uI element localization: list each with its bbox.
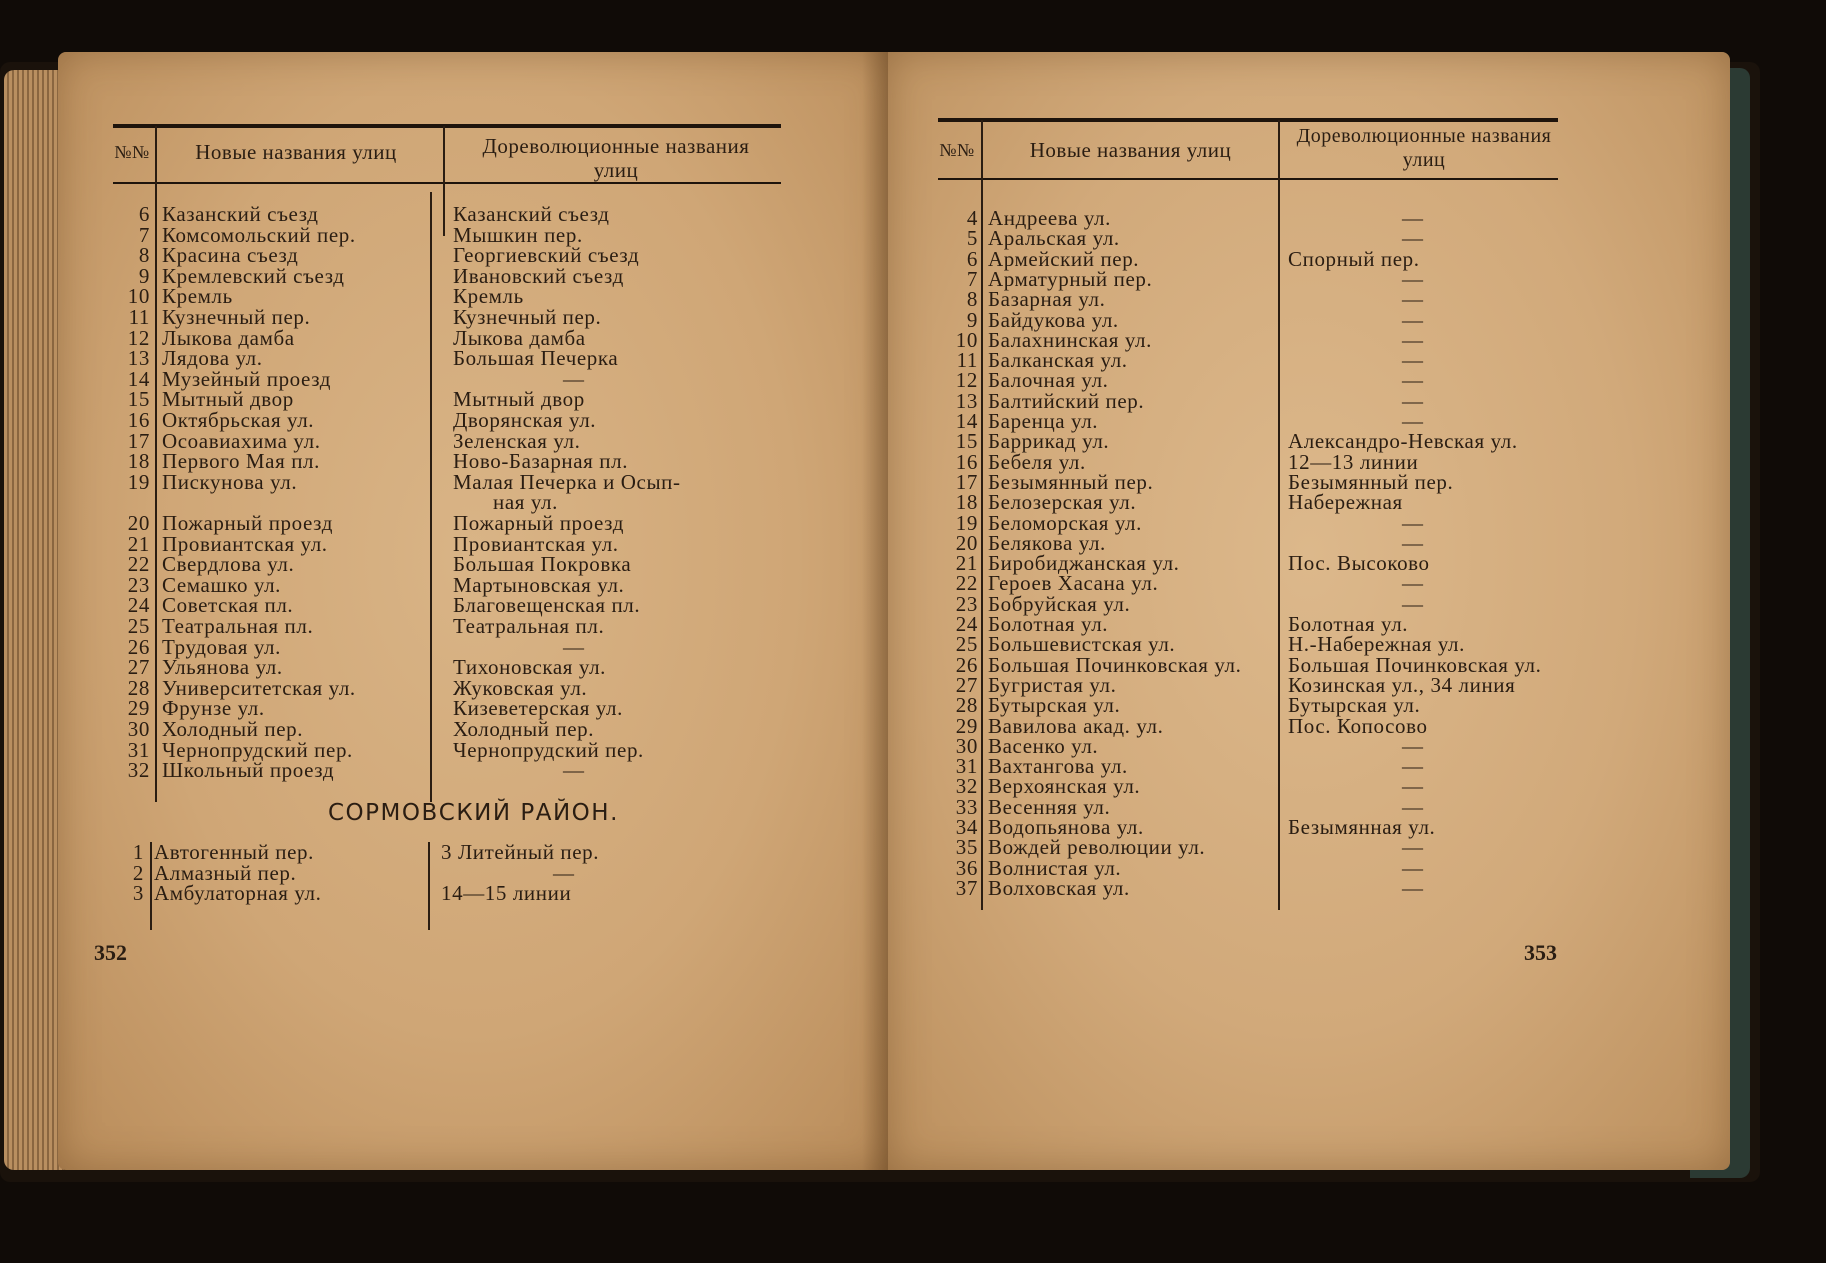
new-street-name: Автогенный пер. [154,840,314,864]
old-street-name: Безымянная ул. [1288,815,1436,839]
old-street-name-dash: — [563,634,585,659]
new-street-name: Аральская ул. [988,226,1120,251]
header-old-names-right [1280,124,1568,172]
new-street-name: Андреева ул. [988,206,1111,230]
row-number: 13 [127,346,150,371]
row-number: 6 [138,202,150,226]
new-street-name: Волнистая ул. [988,855,1122,880]
old-street-name: Мышкин пер. [453,222,583,247]
new-street-name: Вахтангова ул. [988,754,1128,779]
new-street-name: Фрунзе ул. [162,696,265,721]
left-page [58,52,888,1170]
page-number-left: 352 [94,940,127,965]
new-street-name: Баренца ул. [988,409,1099,433]
row-number: 27 [955,672,978,697]
row-number: 19 [127,469,150,494]
row-number: 15 [127,387,150,412]
old-street-name: Козинская ул., 34 линия [1288,672,1516,697]
old-street-name: 12—13 линии [1288,449,1419,474]
row-number: 22 [127,552,150,577]
old-street-name-dash: — [563,758,585,783]
old-street-name: Александро-Невская ул. [1288,429,1518,454]
old-street-name: Кремль [453,284,524,309]
old-street-name: Кузнечный пер. [453,305,602,329]
new-street-name: Вождей революции ул. [988,835,1206,860]
old-street-name: Бутырская ул. [1288,693,1421,718]
new-street-name: Казанский съезд [162,202,319,226]
new-street-name: Университетская ул. [162,675,356,700]
header-old-line2: улиц [593,158,639,182]
row-number: 8 [966,287,978,312]
row-number: 30 [127,717,150,741]
new-street-name: Бебеля ул. [988,449,1086,474]
old-street-name: Болотная ул. [1288,612,1409,636]
old-street-name: Дворянская ул. [453,408,597,432]
old-street-name: Театральная пл. [453,614,605,638]
old-street-name-dash: — [553,860,575,885]
new-street-name: Семашко ул. [162,572,282,597]
old-street-name: Холодный пер. [453,717,595,741]
row-number: 25 [955,632,978,657]
header-bottom-rule-right [938,178,1558,180]
header-new-names: Новые названия улиц [195,140,397,164]
new-street-name: Беломорская ул. [988,510,1142,535]
row-number: 31 [955,754,978,779]
row-number: 11 [956,348,978,373]
row-number: 17 [955,469,978,494]
row-number: 9 [138,263,150,288]
new-street-name: Свердлова ул. [162,552,295,577]
row-number: 29 [955,713,978,738]
new-street-name: Кремль [162,284,233,309]
row-number: 21 [127,531,150,556]
new-street-name: Лыкова дамба [162,325,295,350]
old-street-name: Н.-Набережная ул. [1288,632,1465,657]
row-number: 6 [966,246,978,271]
header-old-line1: Дореволюционные названия [482,134,750,158]
row-number: 11 [128,305,150,329]
new-street-name: Комсомольский пер. [162,222,356,247]
row-number: 18 [127,449,150,474]
new-street-name: Баррикад ул. [988,429,1110,454]
old-street-name-dash: — [1402,226,1424,251]
new-street-name: Балочная ул. [988,368,1109,393]
row-number: 33 [955,794,978,819]
old-street-name: Благовещенская пл. [453,593,641,618]
new-street-name: Трудовая ул. [162,634,281,659]
old-street-name: Пожарный проезд [453,511,624,535]
row-number: 3 [132,881,144,906]
old-street-name-continuation: ная ул. [493,490,558,515]
row-number: 36 [955,855,978,880]
old-street-name: Ново-Базарная пл. [453,449,629,474]
new-street-name: Провиантская ул. [162,531,328,556]
row-number: 24 [955,612,978,636]
new-street-name: Театральная пл. [162,614,314,638]
row-number: 16 [955,449,978,474]
table-row [58,470,818,494]
new-street-name: Алмазный пер. [154,860,297,885]
old-street-name-dash: — [1402,835,1424,860]
new-street-name: Верхоянская ул. [988,774,1141,799]
old-street-name-dash: — [1402,368,1424,393]
new-street-name: Амбулаторная ул. [154,881,322,906]
row-number: 7 [138,222,150,247]
old-street-name: Кизеветерская ул. [453,696,623,721]
new-street-name: Биробиджанская ул. [988,551,1180,576]
new-street-name: Красина съезд [162,243,299,268]
right-page [888,52,1730,1170]
old-street-name: Малая Печерка и Осып- [453,469,681,494]
row-number: 23 [955,591,978,616]
new-street-name: Большевистская ул. [988,632,1176,657]
header-top-rule-right [938,118,1558,122]
new-street-name: Холодный пер. [162,717,304,741]
row-number: 9 [966,307,978,332]
header-old-line2-right: улиц [1402,149,1446,171]
new-street-name: Октябрьская ул. [162,408,315,432]
row-number: 4 [966,206,978,230]
new-street-name: Васенко ул. [988,733,1099,758]
row-number: 29 [127,696,150,721]
header-num: №№ [114,142,150,162]
old-street-name: Зеленская ул. [453,428,581,453]
header-old-names [446,134,786,182]
old-street-name-dash: — [1402,388,1424,413]
header-top-rule [113,124,781,128]
row-number: 35 [955,835,978,860]
row-number: 18 [955,490,978,515]
row-number: 27 [127,655,150,680]
new-street-name: Чернопрудский пер. [162,737,353,762]
old-street-name: Пос. Копосово [1288,713,1428,738]
new-street-name: Бугристая ул. [988,672,1117,697]
row-number: 37 [955,875,978,900]
old-street-name-dash: — [563,366,585,391]
row-number: 32 [127,758,150,783]
old-street-name-dash: — [1402,875,1424,900]
row-number: 23 [127,572,150,597]
new-street-name: Пожарный проезд [162,511,333,535]
old-street-name-dash: — [1402,409,1424,433]
old-street-name-dash: — [1402,266,1424,291]
row-number: 1 [132,840,144,864]
new-street-name: Болотная ул. [988,612,1109,636]
row-number: 28 [127,675,150,700]
row-number: 12 [127,325,150,350]
row-number: 22 [955,571,978,596]
old-street-name-dash: — [1402,530,1424,555]
old-street-name: Большая Печерка [453,346,619,371]
row-number: 14 [127,366,150,391]
old-street-name-dash: — [1402,591,1424,616]
old-street-name-dash: — [1402,327,1424,352]
new-street-name: Белякова ул. [988,530,1106,555]
old-street-name-dash: — [1402,733,1424,758]
row-number: 26 [955,652,978,677]
row-number: 24 [127,593,150,618]
new-street-name: Армейский пер. [988,246,1140,271]
row-number: 12 [955,368,978,393]
old-street-name-dash: — [1402,287,1424,312]
new-street-name: Безымянный пер. [988,469,1154,494]
row-number: 10 [127,284,150,309]
row-number: 34 [955,815,978,839]
new-street-name: Волховская ул. [988,875,1130,900]
row-number: 21 [955,551,978,576]
new-street-name: Советская пл. [162,593,294,618]
row-number: 25 [127,614,150,638]
page-number-right: 353 [1524,940,1557,965]
new-street-name: Белозерская ул. [988,490,1137,515]
old-street-name-dash: — [1402,348,1424,373]
old-street-name: Лыкова дамба [453,325,586,350]
old-street-name: 14—15 линии [441,881,572,906]
new-street-name: Вавилова акад. ул. [988,713,1164,738]
old-street-name-dash: — [1402,774,1424,799]
old-street-name-dash: — [1402,510,1424,535]
header-old-line1-right: Дореволюционные названия [1296,125,1552,147]
row-number: 16 [127,408,150,432]
old-street-name-dash: — [1402,754,1424,779]
row-number: 30 [955,733,978,758]
row-number: 13 [955,388,978,413]
new-street-name: Базарная ул. [988,287,1106,312]
header-new-names-right: Новые названия улиц [1029,138,1232,162]
new-street-name: Кузнечный пер. [162,305,311,329]
new-street-name: Балтийский пер. [988,388,1145,413]
new-street-name: Мытный двор [162,387,294,412]
row-number: 5 [966,226,978,251]
old-street-name: Георгиевский съезд [453,243,640,268]
old-street-name: Ивановский съезд [453,263,624,288]
old-street-name-dash: — [1402,855,1424,880]
row-number: 20 [955,530,978,555]
row-number: 14 [955,409,978,433]
row-number: 2 [132,860,144,885]
new-street-name: Весенняя ул. [988,794,1111,819]
old-street-name: Спорный пер. [1288,246,1420,271]
old-street-name: Жуковская ул. [453,675,588,700]
header-num-right: №№ [939,140,975,160]
old-street-name-dash: — [1402,307,1424,332]
old-street-name-dash: — [1402,794,1424,819]
old-street-name: Большая Починковская ул. [1288,652,1542,677]
old-street-name: Набережная [1288,490,1403,515]
new-street-name: Героев Хасана ул. [988,571,1159,596]
new-street-name: Байдукова ул. [988,307,1119,332]
old-street-name: Провиантская ул. [453,531,619,556]
new-street-name: Бобруйская ул. [988,591,1131,616]
row-number: 19 [955,510,978,535]
new-street-name: Балахнинская ул. [988,327,1152,352]
row-number: 10 [955,327,978,352]
old-street-name: Мытный двор [453,387,585,412]
old-street-name: Чернопрудский пер. [453,737,644,762]
new-street-name: Арматурный пер. [988,266,1153,291]
new-street-name: Балканская ул. [988,348,1128,373]
section-title: СОРМОВСКИЙ РАЙОН. [328,800,619,826]
new-street-name: Музейный проезд [162,366,332,391]
row-number: 7 [966,266,978,291]
new-street-name: Кремлевский съезд [162,263,345,288]
old-street-name: 3 Литейный пер. [441,840,600,864]
row-number: 31 [127,737,150,762]
new-street-name: Большая Починковская ул. [988,652,1242,677]
old-street-name: Тихоновская ул. [453,655,607,680]
row-number: 28 [955,693,978,718]
row-number: 26 [127,634,150,659]
old-street-name-dash: — [1402,571,1424,596]
old-street-name: Большая Покровка [453,552,632,577]
table-row [58,881,818,905]
new-street-name: Бутырская ул. [988,693,1121,718]
row-number: 8 [138,243,150,268]
header-bottom-rule [113,182,781,184]
row-number: 17 [127,428,150,453]
row-number: 15 [955,429,978,454]
old-street-name: Пос. Высоково [1288,551,1430,576]
new-street-name: Водопьянова ул. [988,815,1144,839]
old-street-name: Безымянный пер. [1288,469,1454,494]
old-street-name: Мартыновская ул. [453,572,625,597]
new-street-name: Первого Мая пл. [162,449,320,474]
page-edges [4,70,64,1170]
new-street-name: Школьный проезд [162,758,335,783]
old-street-name: Казанский съезд [453,202,610,226]
new-street-name: Лядова ул. [162,346,263,371]
table-row [888,876,1688,900]
new-street-name: Осоавиахима ул. [162,428,321,453]
new-street-name: Ульянова ул. [162,655,283,680]
table-row [58,758,818,782]
row-number: 20 [127,511,150,535]
row-number: 32 [955,774,978,799]
new-street-name: Пискунова ул. [162,469,298,494]
old-street-name-dash: — [1402,206,1424,230]
